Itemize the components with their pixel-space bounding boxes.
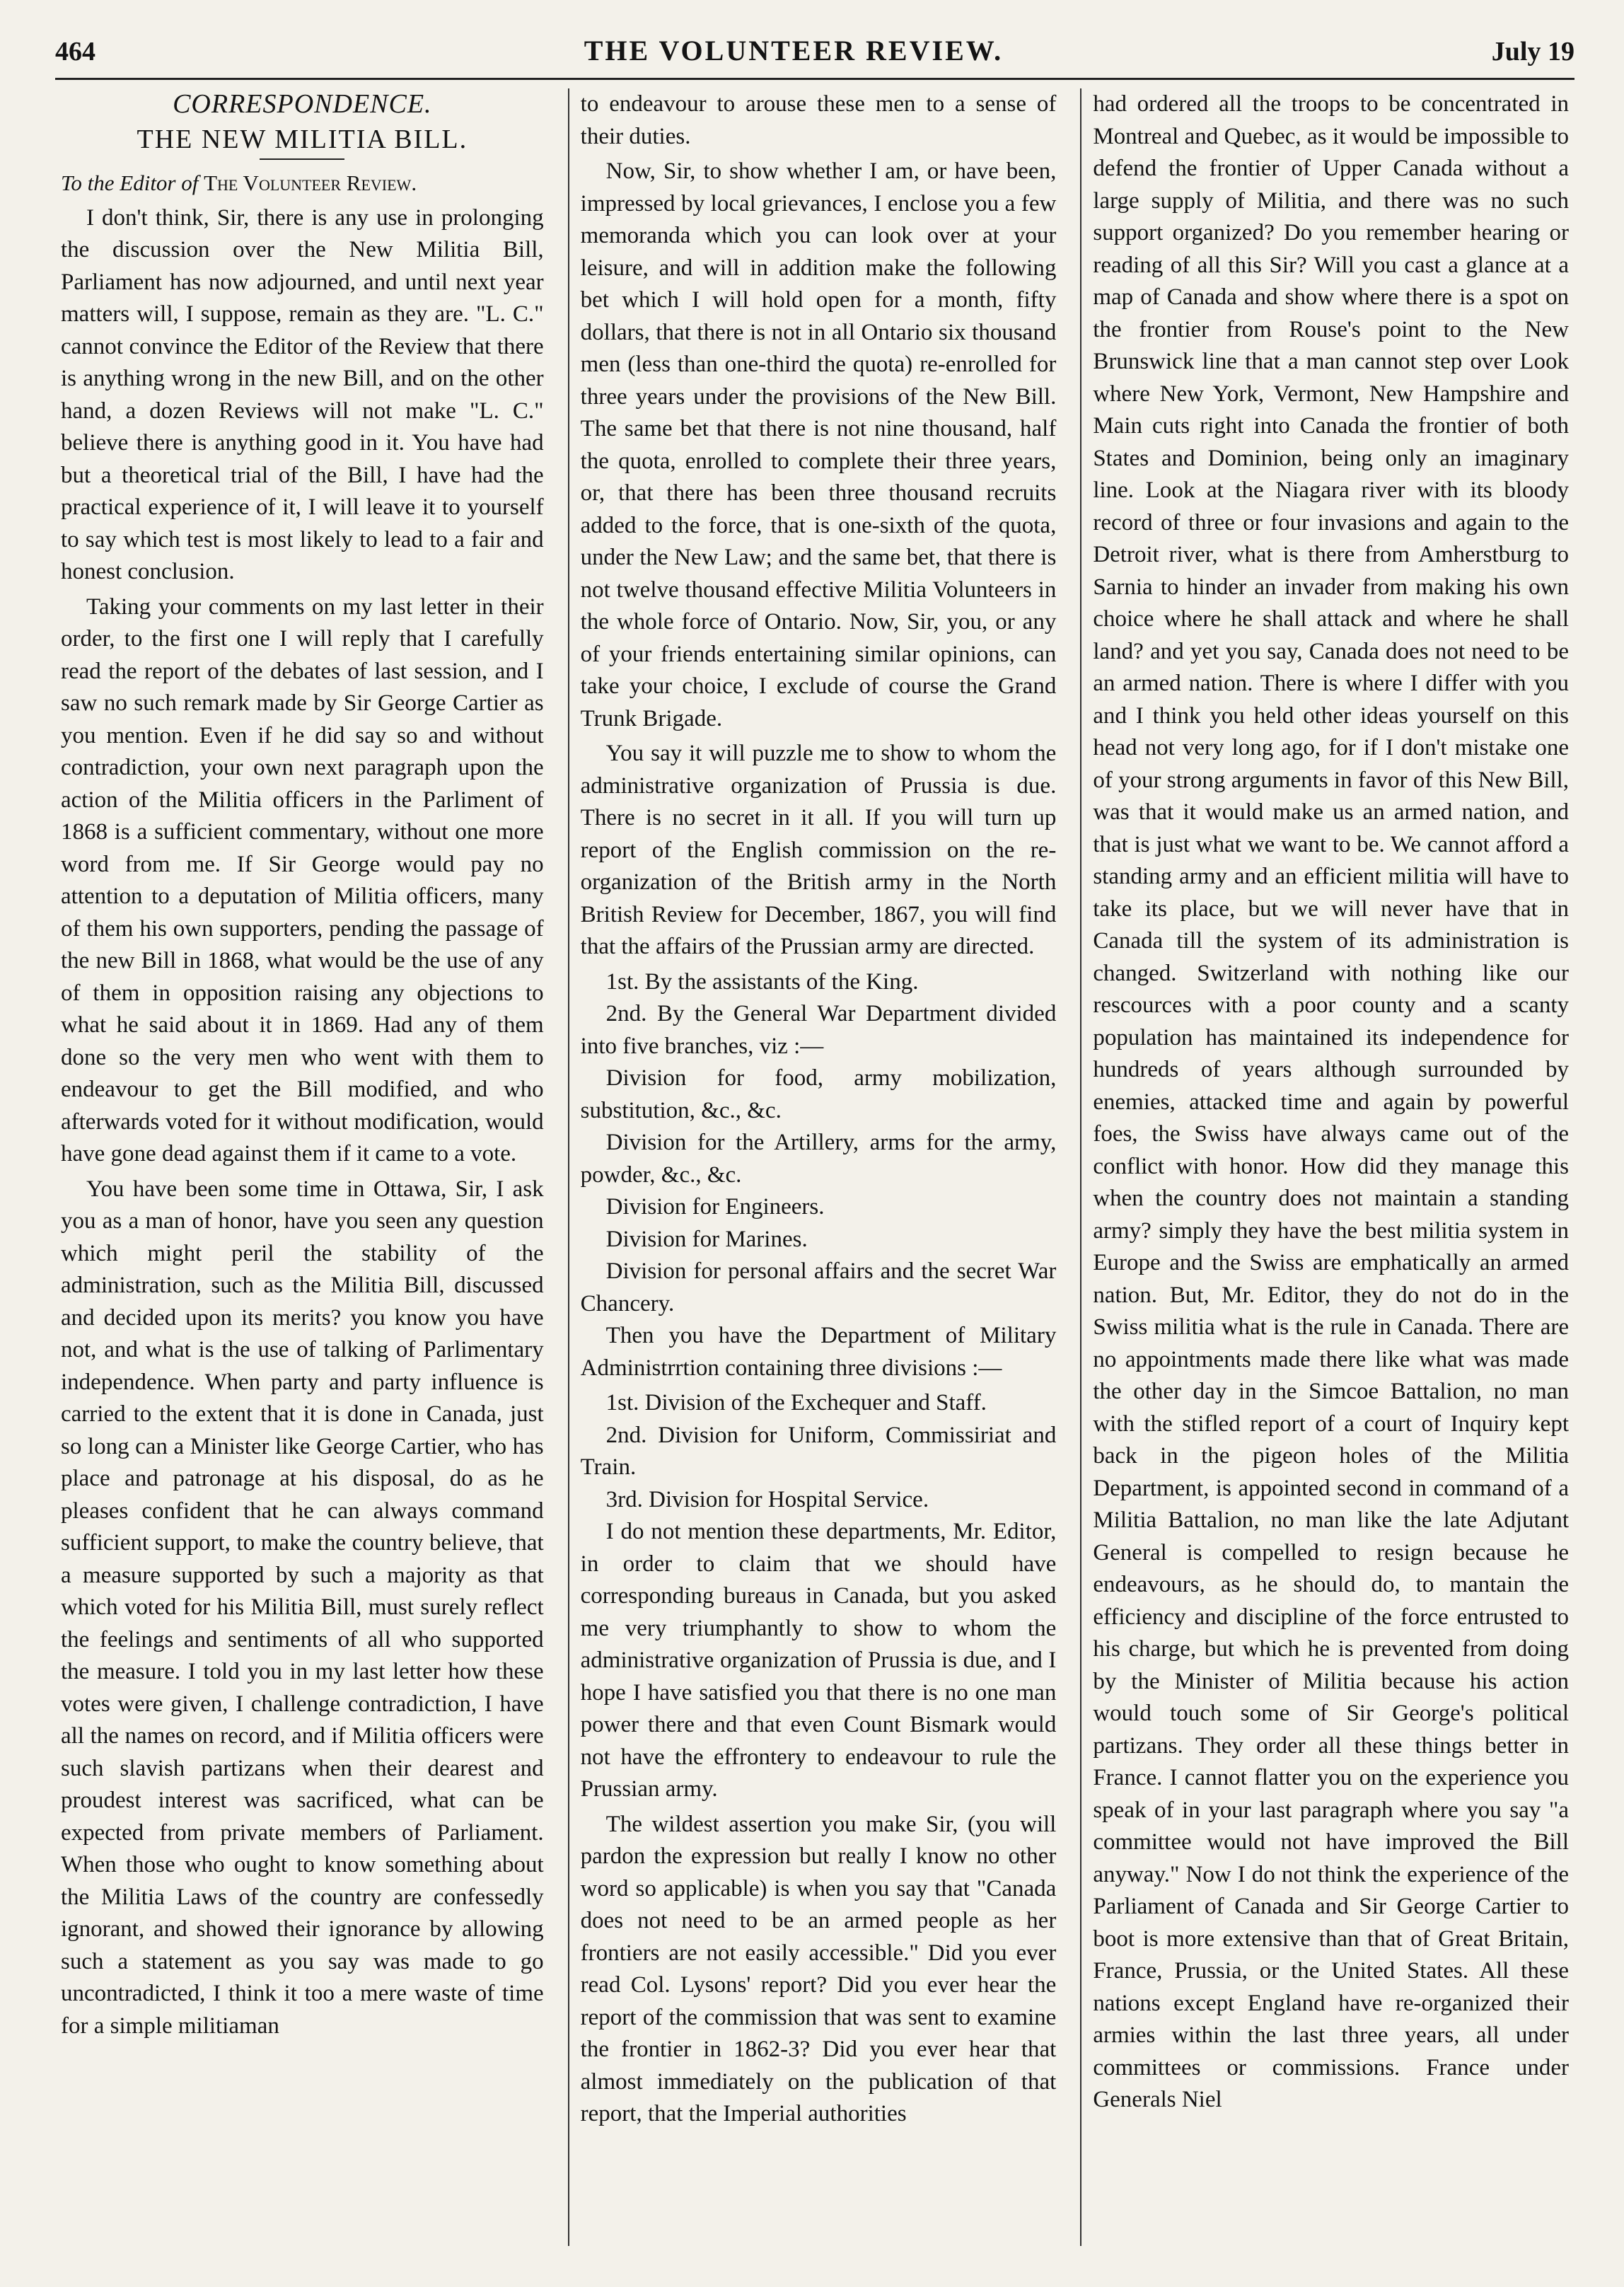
list-item: Division for Marines.	[605, 1226, 808, 1252]
list-item: 3rd. Division for Hospital Service.	[605, 1486, 929, 1512]
list-item: 2nd. Division for Uniform, Commissiriat and Train.	[580, 1422, 1057, 1480]
list-item: 1st. Division of the Exchequer and Staff.	[605, 1390, 987, 1415]
list-item: 2nd. By the General War Department divided into five branches, viz :—	[580, 1001, 1057, 1059]
paragraph: Then you have the Department of Military Administrrtion containing three divisions :—	[580, 1323, 1057, 1381]
article-title: THE NEW MILITIA BILL.	[137, 124, 468, 154]
list-item: Division for food, army mobilization, substitution, &c., &c.	[580, 1065, 1057, 1123]
list-item: Division for Engineers.	[605, 1194, 825, 1220]
section-heading: CORRESPONDENCE.	[173, 89, 432, 119]
paragraph: to endeavour to arouse these men to a sense of their duties.	[580, 91, 1057, 149]
masthead-title: THE VOLUNTEER REVIEW.	[584, 35, 1004, 66]
title-rule	[260, 158, 344, 160]
column-3	[1080, 88, 1574, 2246]
paragraph: I don't think, Sir, there is any use in prolonging the discussion over the New Militia Bill, Parliament has now adjourned, and until next year matters will, I suppose, remain as they are. "L. C." cannot convince the Editor of the Review that there is anything wrong in the new Bill, and on the other hand, a dozen Reviews will not make "L. C." believe there is anything good in it. You have had but a theoretical trial of the Bill, I have had the practical experience of it, I will leave it to yourself to say which test is most likely to lead to a fair and honest conclusion.	[61, 204, 544, 584]
paragraph: I do not mention these departments, Mr. Editor, in order to claim that we should have corresponding bureaus in Canada, but you asked me very triumphantly to show to whom the administrative organization of Prussia is due, and I hope I have satisfied you that there is no one man power there and that even Count Bismark would not have the effrontery to endeavour to rule the Prussian army.	[580, 1519, 1057, 1802]
column-1	[55, 88, 550, 2246]
paragraph: The wildest assertion you make Sir, (you will pardon the expression but really I know no other word so applicable) is when you say that "Canada does not need to be an armed people as her frontiers are not easily accessible." Did you ever read Col. Lysons' report? Did you ever hear the report of the commission that was sent to examine the frontier in 1862-3? Did you ever hear that almost immediately on the publication of that report, that the Imperial authorities	[580, 1811, 1057, 2126]
salutation-journal: The Volunteer Review.	[204, 170, 417, 195]
issue-date: July 19	[1491, 37, 1574, 66]
page-header	[55, 34, 1574, 80]
list-item: Division for personal affairs and the secret War Chancery.	[580, 1258, 1057, 1316]
paragraph: You say it will puzzle me to show to whom the administrative organization of Prussia is due. There is no secret in it all. If you will turn up report of the English commission on the re-organization of the British army in the North British Review for December, 1867, you will find that the affairs of the Prussian army are directed.	[580, 741, 1057, 959]
page-number: 464	[55, 37, 95, 66]
list-item: 1st. By the assistants of the King.	[605, 968, 919, 995]
article-columns	[55, 88, 1574, 2246]
paragraph: Taking your comments on my last letter in their order, to the first one I will reply that I carefully read the report of the debates of last session, and I saw no such remark made by Sir George Cartier as you mention. Even if he did say so and without contradiction, your own next paragraph upon the action of the Militia officers in the Parliment of 1868 is a sufficient commentary, without one more word from me. If Sir George would pay no attention to a deputation of Militia officers, many of them his own supporters, pending the passage of the new Bill in 1868, what would be the use of any of them in opposition raising any objections to what he said about it in 1869. Had any of them done so the very men who went with them to endeavour to get the Bill modified, and who afterwards voted for it without modification, would have gone dead against them if it came to a vote.	[61, 594, 544, 1166]
list-item: Division for the Artillery, arms for the army, powder, &c., &c.	[580, 1130, 1057, 1188]
paragraph: You have been some time in Ottawa, Sir, I ask you as a man of honor, have you seen any question which might peril the stability of the administration, such as the Militia Bill, discussed and decided upon its merits? you know you have not, and what is the use of talking of Parlimentary independence. When party and party influence is carried to the extent that it is done in Canada, just so long can a Minister like George Cartier, who has place and patronage at his disposal, do as he pleases confident that he can always command sufficient support, to make the country believe, that a measure supported by such a majority as that which voted for his Militia Bill, must surely reflect the feelings and sentiments of all who supported the measure. I told you in my last letter how these votes were given, I challenge contradiction, I have all the names on record, and if Militia officers were such slavish partizans when their dearest and proudest interest was sacrificed, what can be expected from private members of Parliament. When those who ought to know something about the Militia Laws of the country are confessedly ignorant, and showed their ignorance by allowing such a statement as you say was made to go uncontradicted, I think it too a mere waste of time for a simple militiaman	[61, 1176, 544, 2039]
salutation	[61, 167, 544, 199]
salutation-prefix: To the Editor of	[61, 170, 199, 195]
paragraph: Now, Sir, to show whether I am, or have been, impressed by local grievances, I enclose you a few memoranda which you can look over at your leisure, and will in addition make the following bet which I will hold open for a month, fifty dollars, that there is not in all Ontario six thousand men (less than one-third the quota) re-enrolled for three years under the provisions of the New Bill. The same bet that there is not nine thousand, half the quota, enrolled to complete their three years, or, that there has been three thousand recruits added to the force, that is one-sixth of the quota, under the New Law; and the same bet, that there is not twelve thousand effective Militia Volunteers in the whole force of Ontario. Now, Sir, you, or any of your friends entertaining similar opinions, can take your choice, I exclude of course the Grand Trunk Brigade.	[580, 158, 1057, 731]
column-2	[568, 88, 1062, 2246]
paragraph: had ordered all the troops to be concentrated in Montreal and Quebec, as it would be impossible to defend the frontier of Upper Canada without a large supply of Militia, and there was no such support organized? Do you remember hearing or reading of all this Sir? Will you cast a glance at a map of Canada and show where there is a spot on the frontier from Rouse's point to the New Brunswick line that a man cannot step over Look where New York, Vermont, New Hampshire and Main cuts right into Canada the frontier of both States and Dominion, being only an imaginary line. Look at the Niagara river with its bloody record of three or four invasions and again to the Detroit river, what is there from Amherstburg to Sarnia to hinder an invader from making his own choice where he shall attack and where he shall land? and yet you say, Canada does not need to be an armed nation. There is where I differ with you and I think you held other ideas yourself on this head not very long ago, for if I don't mistake one of your strong arguments in favor of this New Bill, was that it would make us an armed nation, and that is just what we want to be. We cannot afford a standing army and an efficient militia will have to take its place, but we will never have that in Canada till the system of its administration is changed. Switzerland with nothing like our rescources with a poor county and a scanty population has maintained its independence for hundreds of years although surrounded by enemies, attacked time and again by powerful foes, the Swiss have always came out of the conflict with honor. How did they manage this when the country does not maintain a standing army? simply they have the best militia system in Europe and the Swiss are emphatically an armed nation. But, Mr. Editor, they do not do in the Swiss militia what is the rule in Canada. There are no appointments made there like what was made the other day in the Simcoe Battalion, no man with the stifled report of a court of Inquiry kept back in the pigeon holes of the Militia Department, is appointed second in command of a Militia Battalion, no man like the late Adjutant General is compelled to resign because he endeavours, as he should do, to mantain the efficiency and discipline of the force entrusted to his charge, but which he is prevented from doing by the Minister of Militia because his action would touch some of Sir George's political partizans. They order all these things better in France. I cannot flatter you on the experience you speak of in your last paragraph where you say "a committee would not have improved the Bill anyway." Now I do not think the experience of the Parliament of Canada and Sir George Cartier to boot is more extensive than that of Great Britain, France, Prussia, or the United States. All these nations except England have re-organized their armies within the last three years, all under committees or commissions. France under Generals Niel	[1093, 91, 1569, 2112]
